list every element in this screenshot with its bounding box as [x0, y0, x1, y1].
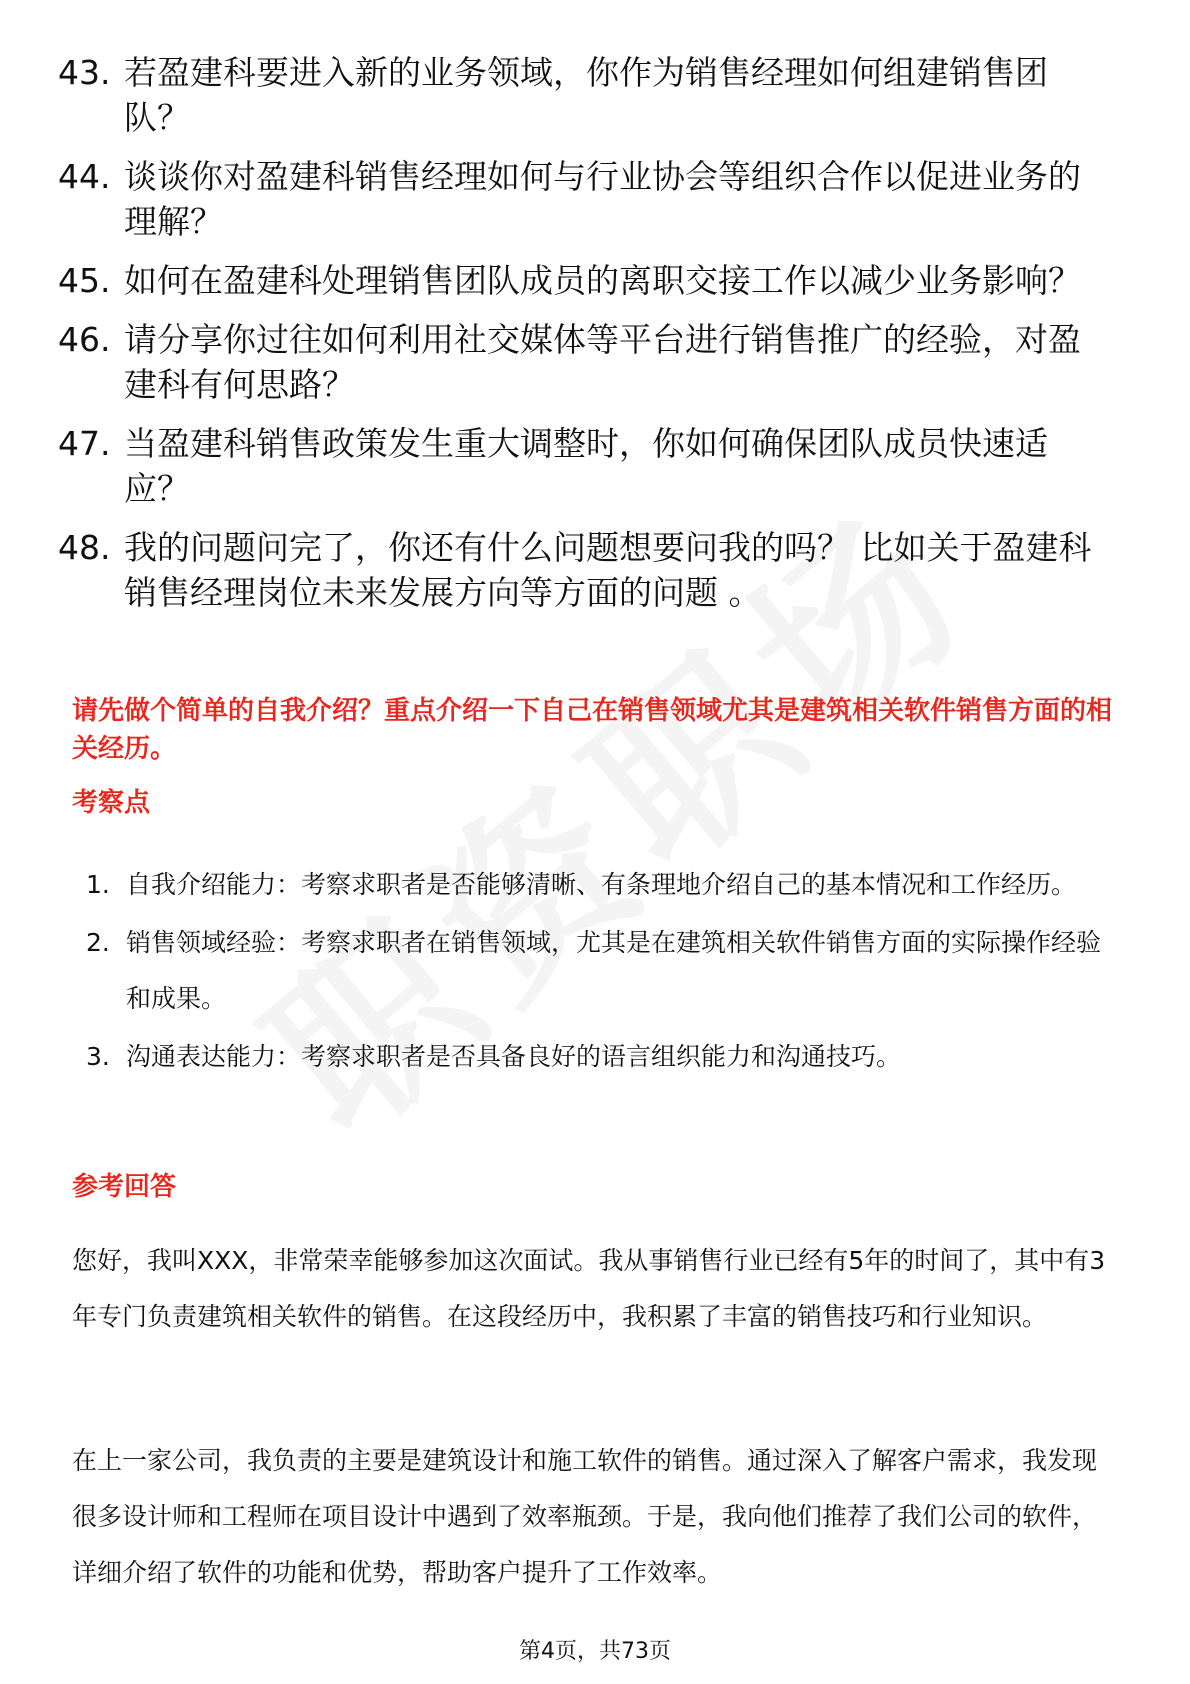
assessment-item	[86, 857, 1116, 913]
question-number: 43.	[58, 53, 111, 92]
question-number: 46.	[58, 320, 111, 359]
question-text: 如何在盈建科处理销售团队成员的离职交接工作以减少业务影响？	[124, 261, 1081, 300]
assessment-list	[86, 857, 1116, 1087]
assessment-number: 2.	[86, 928, 110, 957]
answer-paragraph: 您好，我叫XXX，非常荣幸能够参加这次面试。我从事销售行业已经有5年的时间了，其中有3年专门负责建筑相关软件的销售。在这段经历中，我积累了丰富的销售技巧和行业知识。	[72, 1246, 1106, 1331]
answer-paragraph: 在上一家公司，我负责的主要是建筑设计和施工软件的销售。通过深入了解客户需求，我发现很多设计师和工程师在项目设计中遇到了效率瓶颈。于是，我向他们推荐了我们公司的软件，详细介绍了软件的功能和优势，帮助客户提升了工作效率。	[72, 1446, 1098, 1587]
question-list	[58, 50, 1118, 629]
assessment-item	[86, 915, 1116, 1027]
reference-title: 参考回答	[72, 1172, 177, 1202]
question-text: 我的问题问完了，你还有什么问题想要问我的吗？ 比如关于盈建科销售经理岗位未来发展方向等方面的问题 。	[124, 528, 1092, 612]
assessment-text: 沟通表达能力：考察求职者是否具备良好的语言组织能力和沟通技巧。	[126, 1042, 902, 1071]
assessment-title: 考察点	[72, 788, 151, 818]
question-text: 若盈建科要进入新的业务领域，你作为销售经理如何组建销售团队？	[124, 53, 1048, 137]
assessment-item	[86, 1029, 1116, 1085]
assessment-number: 1.	[86, 870, 110, 899]
question-item	[58, 154, 1118, 244]
question-text: 请分享你过往如何利用社交媒体等平台进行销售推广的经验，对盈建科有何思路？	[124, 320, 1081, 404]
question-number: 45.	[58, 261, 111, 300]
question-number: 44.	[58, 157, 111, 196]
question-number: 48.	[58, 528, 111, 567]
question-item	[58, 317, 1118, 407]
assessment-text: 销售领域经验：考察求职者在销售领域，尤其是在建筑相关软件销售方面的实际操作经验和成果。	[126, 928, 1102, 1013]
question-item	[58, 525, 1118, 615]
question-text: 谈谈你对盈建科销售经理如何与行业协会等组织合作以促进业务的理解？	[124, 157, 1081, 241]
question-number: 47.	[58, 424, 111, 463]
page-footer: 第4页，共73页	[519, 1639, 671, 1664]
assessment-number: 3.	[86, 1042, 110, 1071]
interview-prompt: 请先做个简单的自我介绍？重点介绍一下自己在销售领域尤其是建筑相关软件销售方面的相关经历。	[72, 696, 1113, 764]
question-item	[58, 421, 1118, 511]
question-text: 当盈建科销售政策发生重大调整时，你如何确保团队成员快速适应？	[124, 424, 1048, 508]
question-item	[58, 50, 1118, 140]
assessment-text: 自我介绍能力：考察求职者是否能够清晰、有条理地介绍自己的基本情况和工作经历。	[126, 870, 1077, 899]
question-item	[58, 258, 1118, 303]
